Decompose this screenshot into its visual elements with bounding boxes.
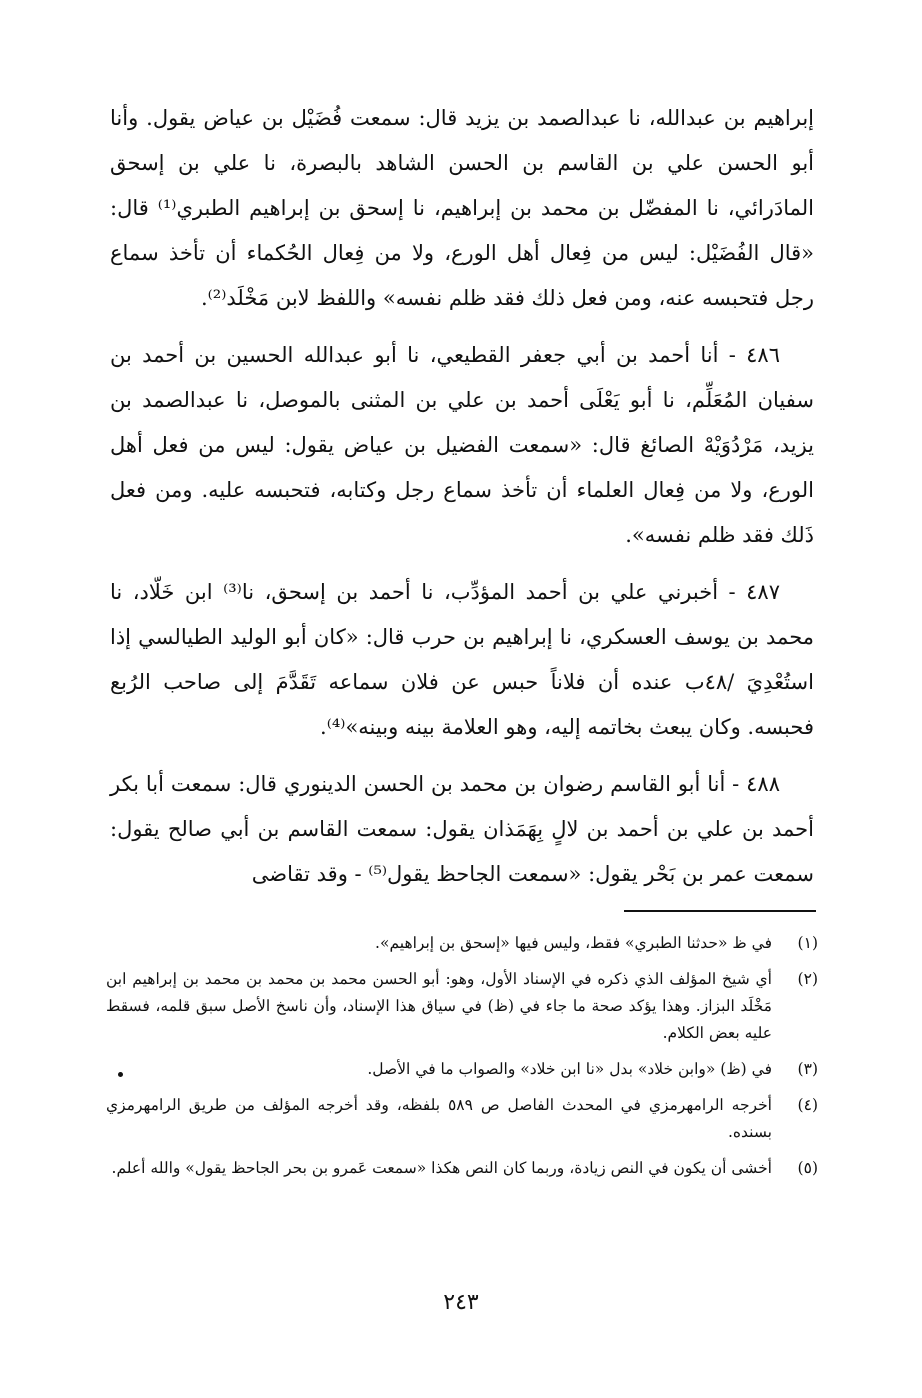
footnote-number: (١) (797, 934, 818, 952)
paragraph-continuation: إبراهيم بن عبدالله، نا عبدالصمد بن يزيد قال: سمعت فُضَيْل بن عياض يقول. وأنا أبو الحسن علي بن القاسم بن الحسن الشاهد بالبصرة، نا علي بن إسحق المادَرائي، نا المفضّل بن محمد بن إبراهيم، نا إسحق بن إبراهيم الطبري⁽¹⁾ قال: «قال الفُضَيْل: ليس من فِعال أهل الورع، ولا من فِعال الحُكماء أن تأخذ سماع رجل فتحبسه عنه، ومن فعل ذلك فقد ظلم نفسه» واللفظ لابن مَخْلَد⁽²⁾. (110, 106, 814, 310)
paragraph-488: ٤٨٨ - أنا أبو القاسم رضوان بن محمد بن الحسن الدينوري قال: سمعت أبا بكر أحمد بن علي بن أحمد بن لالٍ بِهَمَذان يقول: سمعت القاسم بن أبي صالح يقول: سمعت عمر بن بَحْر يقول: «سمعت الجاحظ يقول⁽⁵⁾ - وقد تقاضى (110, 772, 814, 886)
main-text (110, 96, 814, 897)
footnote-text: أخشى أن يكون في النص زيادة، وربما كان النص هكذا «سمعت عَمرو بن بحر الجاحظ يقول» والله أعلم. (111, 1159, 772, 1177)
footnote-5 (106, 1155, 818, 1182)
footnote-1 (106, 930, 818, 957)
footnote-number: (٤) (797, 1096, 818, 1114)
paragraph-487: ٤٨٧ - أخبرني علي بن أحمد المؤدِّب، نا أحمد بن إسحق، نا⁽³⁾ ابن خَلّاد، نا محمد بن يوسف العسكري، نا إبراهيم بن حرب قال: «كان أبو الوليد الطيالسي إذا استُعْدِيَ /٤٨ب عنده أن فلاناً حبس عن فلان سماعه تَقَدَّمَ إلى صاحب الرُبع فحبسه. وكان يبعث بخاتمه إليه، وهو العلامة بينه وبينه»⁽⁴⁾. (110, 580, 814, 739)
footnote-separator (624, 910, 816, 912)
paragraph-486: ٤٨٦ - أنا أحمد بن أبي جعفر القطيعي، نا أبو عبدالله الحسين بن أحمد بن سفيان المُعَلِّم، نا أبو يَعْلَى أحمد بن علي بن المثنى بالموصل، نا عبدالصمد بن يزيد، مَرْدُوَيْهْ الصائغ قال: «سمعت الفضيل بن عياض يقول: ليس من فعل أهل الورع، ولا من فِعال العلماء أن تأخذ سماع رجل وكتابه، فتحبسه عليه. ومن فعل ذَلك فقد ظلم نفسه». (110, 343, 814, 547)
footnote-number: (٥) (797, 1159, 818, 1177)
footnote-number: (٢) (797, 970, 818, 988)
footnote-text: أخرجه الرامهرمزي في المحدث الفاصل ص ٥٨٩ بلفظه، وقد أخرجه المؤلف من طريق الرامهرمزي بسنده. (106, 1096, 772, 1141)
footnote-4 (106, 1092, 818, 1146)
footnote-3 (106, 1056, 818, 1083)
footnote-text: في ظ «حدثنا الطبري» فقط، وليس فيها «إسحق بن إبراهيم». (375, 934, 772, 952)
stray-dot-mark (118, 1072, 123, 1077)
footnote-number: (٣) (797, 1060, 818, 1078)
footnotes (106, 930, 818, 1191)
footnote-2 (106, 966, 818, 1047)
footnote-text: أي شيخ المؤلف الذي ذكره في الإسناد الأول، وهو: أبو الحسن محمد بن محمد بن محمد بن إبراهيم ابن مَخْلَد البزاز. وهذا يؤكد صحة ما جاء في (ظ) في سياق هذا الإسناد، وأن ناسخ الأصل سبق قلمه، فسقط عليه بعض الكلام. (106, 970, 772, 1042)
footnote-text: في (ظ) «وابن خلاد» بدل «نا ابن خلاد» والصواب ما في الأصل. (367, 1060, 772, 1078)
page-number: ٢٤٣ (443, 1290, 479, 1315)
